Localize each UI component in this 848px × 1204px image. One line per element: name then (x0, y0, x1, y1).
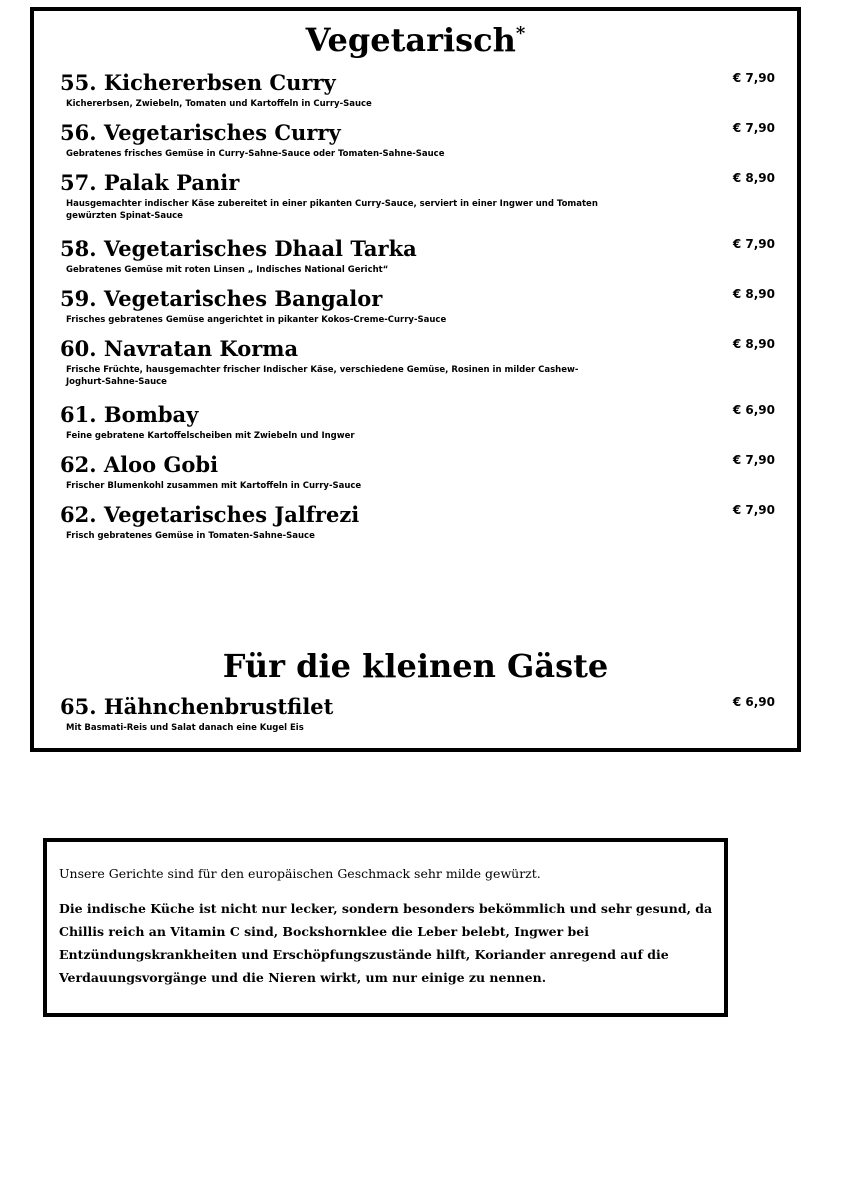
item-name: 60. Navratan Korma (60, 336, 299, 361)
item-price: € 6,90 (732, 695, 775, 709)
item-name: 62. Vegetarisches Jalfrezi (60, 502, 360, 527)
item-price: € 7,90 (732, 71, 775, 85)
item-price: € 7,90 (732, 237, 775, 251)
item-name: 57. Palak Panir (60, 170, 240, 195)
menu-item-60 (60, 337, 775, 388)
menu-item-62-aloo-gobi (60, 453, 775, 492)
item-description: Frischer Blumenkohl zusammen mit Kartoffeln in Curry-Sauce (66, 481, 362, 491)
item-name: 59. Vegetarisches Bangalor (60, 286, 383, 311)
item-description: Gebratenes Gemüse mit roten Linsen „ Indisches National Gericht“ (66, 265, 389, 275)
menu-item-57 (60, 171, 775, 222)
item-price: € 6,90 (732, 403, 775, 417)
info-paragraph-spice: Unsere Gerichte sind für den europäischen Geschmack sehr milde gewürzt. (59, 866, 541, 881)
item-description: Kichererbsen, Zwiebeln, Tomaten und Kartoffeln in Curry-Sauce (66, 99, 372, 109)
menu-item-62-jalfrezi (60, 503, 775, 542)
item-name: 62. Aloo Gobi (60, 452, 219, 477)
menu-box (30, 7, 801, 752)
item-description: Frische Früchte, hausgemachter frischer Indischer Käse, verschiedene Gemüse, Rosinen in milder Cashew-Joghurt-Sahne-Sauce (66, 365, 579, 387)
menu-item-59 (60, 287, 775, 326)
item-name: 55. Kichererbsen Curry (60, 70, 336, 95)
menu-item-58 (60, 237, 775, 276)
menu-item-56 (60, 121, 775, 160)
item-description: Frisch gebratenes Gemüse in Tomaten-Sahne-Sauce (66, 531, 315, 541)
menu-item-61 (60, 403, 775, 442)
kids-title: Für die kleinen Gäste (222, 647, 609, 685)
info-box (43, 838, 728, 1017)
item-description: Frisches gebratenes Gemüse angerichtet in pikanter Kokos-Creme-Curry-Sauce (66, 315, 447, 325)
vegetarian-title (34, 21, 797, 59)
item-name: 61. Bombay (60, 402, 199, 427)
item-description: Gebratenes frisches Gemüse in Curry-Sahne-Sauce oder Tomaten-Sahne-Sauce (66, 149, 445, 159)
item-description: Feine gebratene Kartoffelscheiben mit Zwiebeln und Ingwer (66, 431, 355, 441)
item-price: € 8,90 (732, 337, 775, 351)
menu-item-65 (60, 695, 775, 734)
item-name: 65. Hähnchenbrustfilet (60, 694, 334, 719)
item-name: 56. Vegetarisches Curry (60, 120, 341, 145)
vegetarian-title-mark: * (515, 23, 526, 44)
vegetarian-title-text: Vegetarisch (305, 21, 516, 59)
item-price: € 7,90 (732, 503, 775, 517)
item-price: € 8,90 (732, 287, 775, 301)
item-price: € 7,90 (732, 121, 775, 135)
item-price: € 8,90 (732, 171, 775, 185)
info-paragraph-health: Die indische Küche ist nicht nur lecker, sondern besonders bekömmlich und sehr gesund, da Chillis reich an Vitamin C sind, Bockshornklee die Leber belebt, Ingwer bei Entzündungskrankheiten und Erschöpfungszustände hilft, Koriander anregend auf die Verdauungsvorgänge und die Nieren wirkt, um nur einige zu nennen. (59, 901, 713, 985)
item-price: € 7,90 (732, 453, 775, 467)
menu-item-55 (60, 71, 775, 110)
item-description: Hausgemachter indischer Käse zubereitet in einer pikanten Curry-Sauce, serviert in einer Ingwer und Tomaten gewürzten Spinat-Sauce (66, 199, 598, 221)
item-name: 58. Vegetarisches Dhaal Tarka (60, 236, 417, 261)
item-description: Mit Basmati-Reis und Salat danach eine Kugel Eis (66, 723, 304, 733)
